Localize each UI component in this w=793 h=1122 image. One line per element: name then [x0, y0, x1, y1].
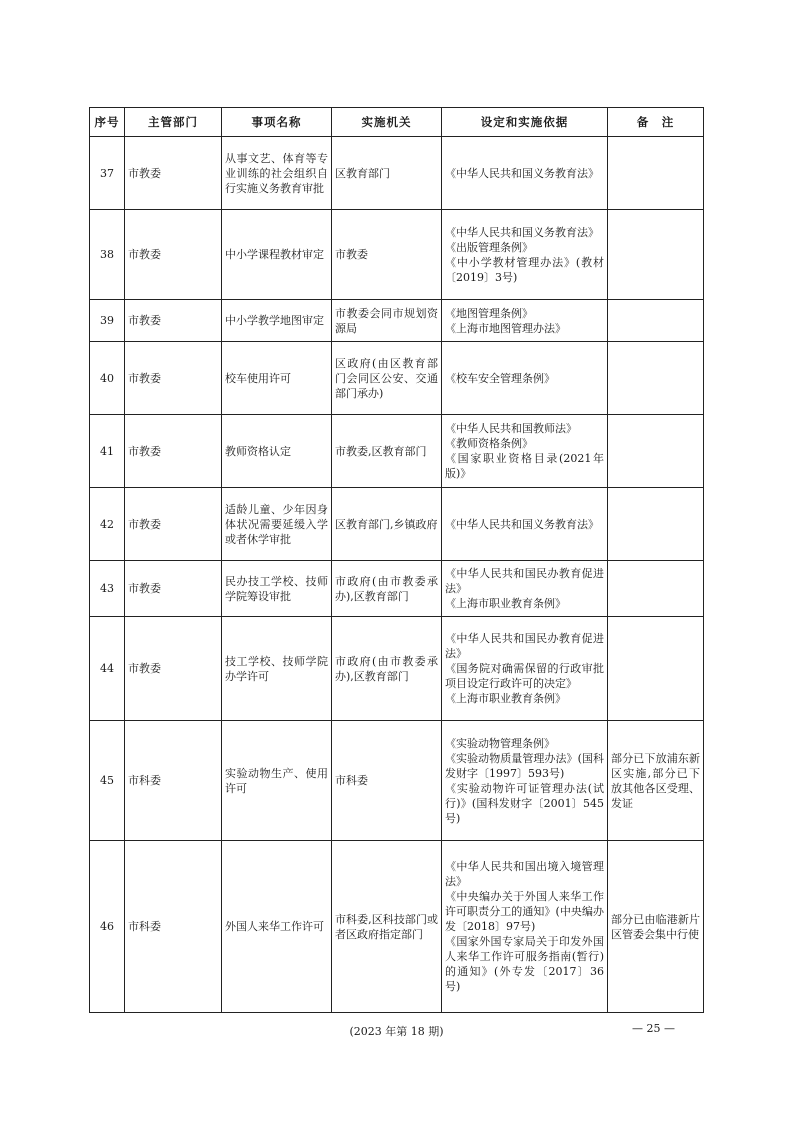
basis-line: 《中华人民共和国义务教育法》 [445, 225, 599, 239]
cell-seq: 39 [90, 300, 125, 342]
table-row [90, 300, 704, 342]
cell-note [608, 561, 704, 617]
cell-dept: 市教委 [125, 561, 222, 617]
basis-line: 《上海市职业教育条例》 [445, 692, 566, 705]
cell-note [608, 137, 704, 210]
cell-seq: 45 [90, 721, 125, 841]
cell-agency: 区教育部门,乡镇政府 [332, 488, 442, 561]
cell-seq: 40 [90, 342, 125, 415]
cell-item: 民办技工学校、技师学院筹设审批 [222, 561, 332, 617]
cell-basis [442, 561, 608, 617]
cell-agency: 市政府(由市教委承办),区教育部门 [332, 617, 442, 721]
table-row [90, 342, 704, 415]
cell-seq: 44 [90, 617, 125, 721]
basis-line: 《实验动物许可证管理办法(试行)》(国科发财字〔2001〕545号) [445, 781, 604, 825]
basis-line: 《中华人民共和国教师法》 [445, 422, 577, 435]
cell-note [608, 210, 704, 300]
basis-line: 《国家外国专家局关于印发外国人来华工作许可服务指南(暂行)的通知》(外专发〔2017〕36号) [445, 935, 604, 993]
cell-dept: 市科委 [125, 841, 222, 1013]
cell-agency: 市教委,区教育部门 [332, 415, 442, 488]
cell-note [608, 415, 704, 488]
cell-note [608, 342, 704, 415]
basis-line: 《上海市职业教育条例》 [445, 597, 566, 610]
cell-basis [442, 300, 608, 342]
cell-item: 校车使用许可 [222, 342, 332, 415]
cell-agency: 市科委,区科技部门或者区政府指定部门 [332, 841, 442, 1013]
basis-line: 《国家职业资格目录(2021年版)》 [445, 452, 604, 480]
basis-line: 《中华人民共和国民办教育促进法》 [445, 632, 604, 660]
table-row [90, 210, 704, 300]
cell-dept: 市教委 [125, 342, 222, 415]
page-number: — 25 — [632, 1022, 675, 1035]
cell-note: 部分已下放浦东新区实施,部分已下放其他各区受理、发证 [608, 721, 704, 841]
cell-note [608, 300, 704, 342]
cell-seq: 41 [90, 415, 125, 488]
cell-agency: 区教育部门 [332, 137, 442, 210]
cell-agency: 市科委 [332, 721, 442, 841]
basis-line: 《中华人民共和国义务教育法》 [445, 517, 599, 531]
header-seq: 序号 [90, 108, 125, 137]
cell-item: 中小学教学地图审定 [222, 300, 332, 342]
basis-line: 《实验动物质量管理办法》(国科发财字〔1997〕593号) [445, 751, 604, 780]
cell-dept: 市教委 [125, 137, 222, 210]
cell-basis [442, 841, 608, 1013]
cell-seq: 37 [90, 137, 125, 210]
issue-label: (2023 年第 18 期) [349, 1025, 444, 1038]
table-row [90, 561, 704, 617]
table-row [90, 415, 704, 488]
basis-line: 《实验动物管理条例》 [445, 736, 555, 750]
table-row [90, 488, 704, 561]
cell-note [608, 488, 704, 561]
cell-item: 技工学校、技师学院办学许可 [222, 617, 332, 721]
cell-dept: 市科委 [125, 721, 222, 841]
basis-line: 《校车安全管理条例》 [445, 371, 555, 385]
table-row [90, 137, 704, 210]
cell-agency: 市教委会同市规划资源局 [332, 300, 442, 342]
cell-seq: 42 [90, 488, 125, 561]
cell-item: 适龄儿童、少年因身体状况需要延缓入学或者休学审批 [222, 488, 332, 561]
cell-note [608, 617, 704, 721]
header-item: 事项名称 [222, 108, 332, 137]
cell-basis [442, 488, 608, 561]
cell-basis [442, 342, 608, 415]
cell-agency: 市教委 [332, 210, 442, 300]
cell-basis [442, 137, 608, 210]
basis-line: 《中华人民共和国出境入境管理法》 [445, 860, 604, 888]
cell-dept: 市教委 [125, 488, 222, 561]
cell-note: 部分已由临港新片区管委会集中行使 [608, 841, 704, 1013]
basis-line: 《中华人民共和国义务教育法》 [445, 166, 599, 180]
cell-item: 从事文艺、体育等专业训练的社会组织自行实施义务教育审批 [222, 137, 332, 210]
cell-basis [442, 617, 608, 721]
cell-basis [442, 415, 608, 488]
basis-line: 《中央编办关于外国人来华工作许可职责分工的通知》(中央编办发〔2018〕97号) [445, 890, 604, 933]
header-dept: 主管部门 [125, 108, 222, 137]
cell-dept: 市教委 [125, 210, 222, 300]
basis-line: 《教师资格条例》 [445, 437, 533, 450]
basis-line: 《上海市地图管理办法》 [445, 321, 566, 335]
cell-seq: 38 [90, 210, 125, 300]
header-agency: 实施机关 [332, 108, 442, 137]
cell-item: 中小学课程教材审定 [222, 210, 332, 300]
basis-line: 《中华人民共和国民办教育促进法》 [445, 567, 604, 595]
table-row [90, 617, 704, 721]
cell-dept: 市教委 [125, 415, 222, 488]
cell-dept: 市教委 [125, 617, 222, 721]
approval-items-table [89, 107, 704, 1013]
cell-agency: 市政府(由市教委承办),区教育部门 [332, 561, 442, 617]
basis-line: 《地图管理条例》 [445, 306, 533, 320]
basis-line: 《出版管理条例》 [445, 240, 533, 254]
basis-line: 《中小学教材管理办法》(教材〔2019〕3号) [445, 255, 604, 284]
cell-basis [442, 721, 608, 841]
header-note: 备 注 [608, 108, 704, 137]
table-row [90, 841, 704, 1013]
cell-seq: 46 [90, 841, 125, 1013]
cell-item: 外国人来华工作许可 [222, 841, 332, 1013]
cell-item: 实验动物生产、使用许可 [222, 721, 332, 841]
header-basis: 设定和实施依据 [442, 108, 608, 137]
table-header-row [90, 108, 704, 137]
cell-agency: 区政府(由区教育部门会同区公安、交通部门承办) [332, 342, 442, 415]
basis-line: 《国务院对确需保留的行政审批项目设定行政许可的决定》 [445, 662, 604, 690]
cell-seq: 43 [90, 561, 125, 617]
cell-dept: 市教委 [125, 300, 222, 342]
cell-item: 教师资格认定 [222, 415, 332, 488]
cell-basis [442, 210, 608, 300]
table-row [90, 721, 704, 841]
